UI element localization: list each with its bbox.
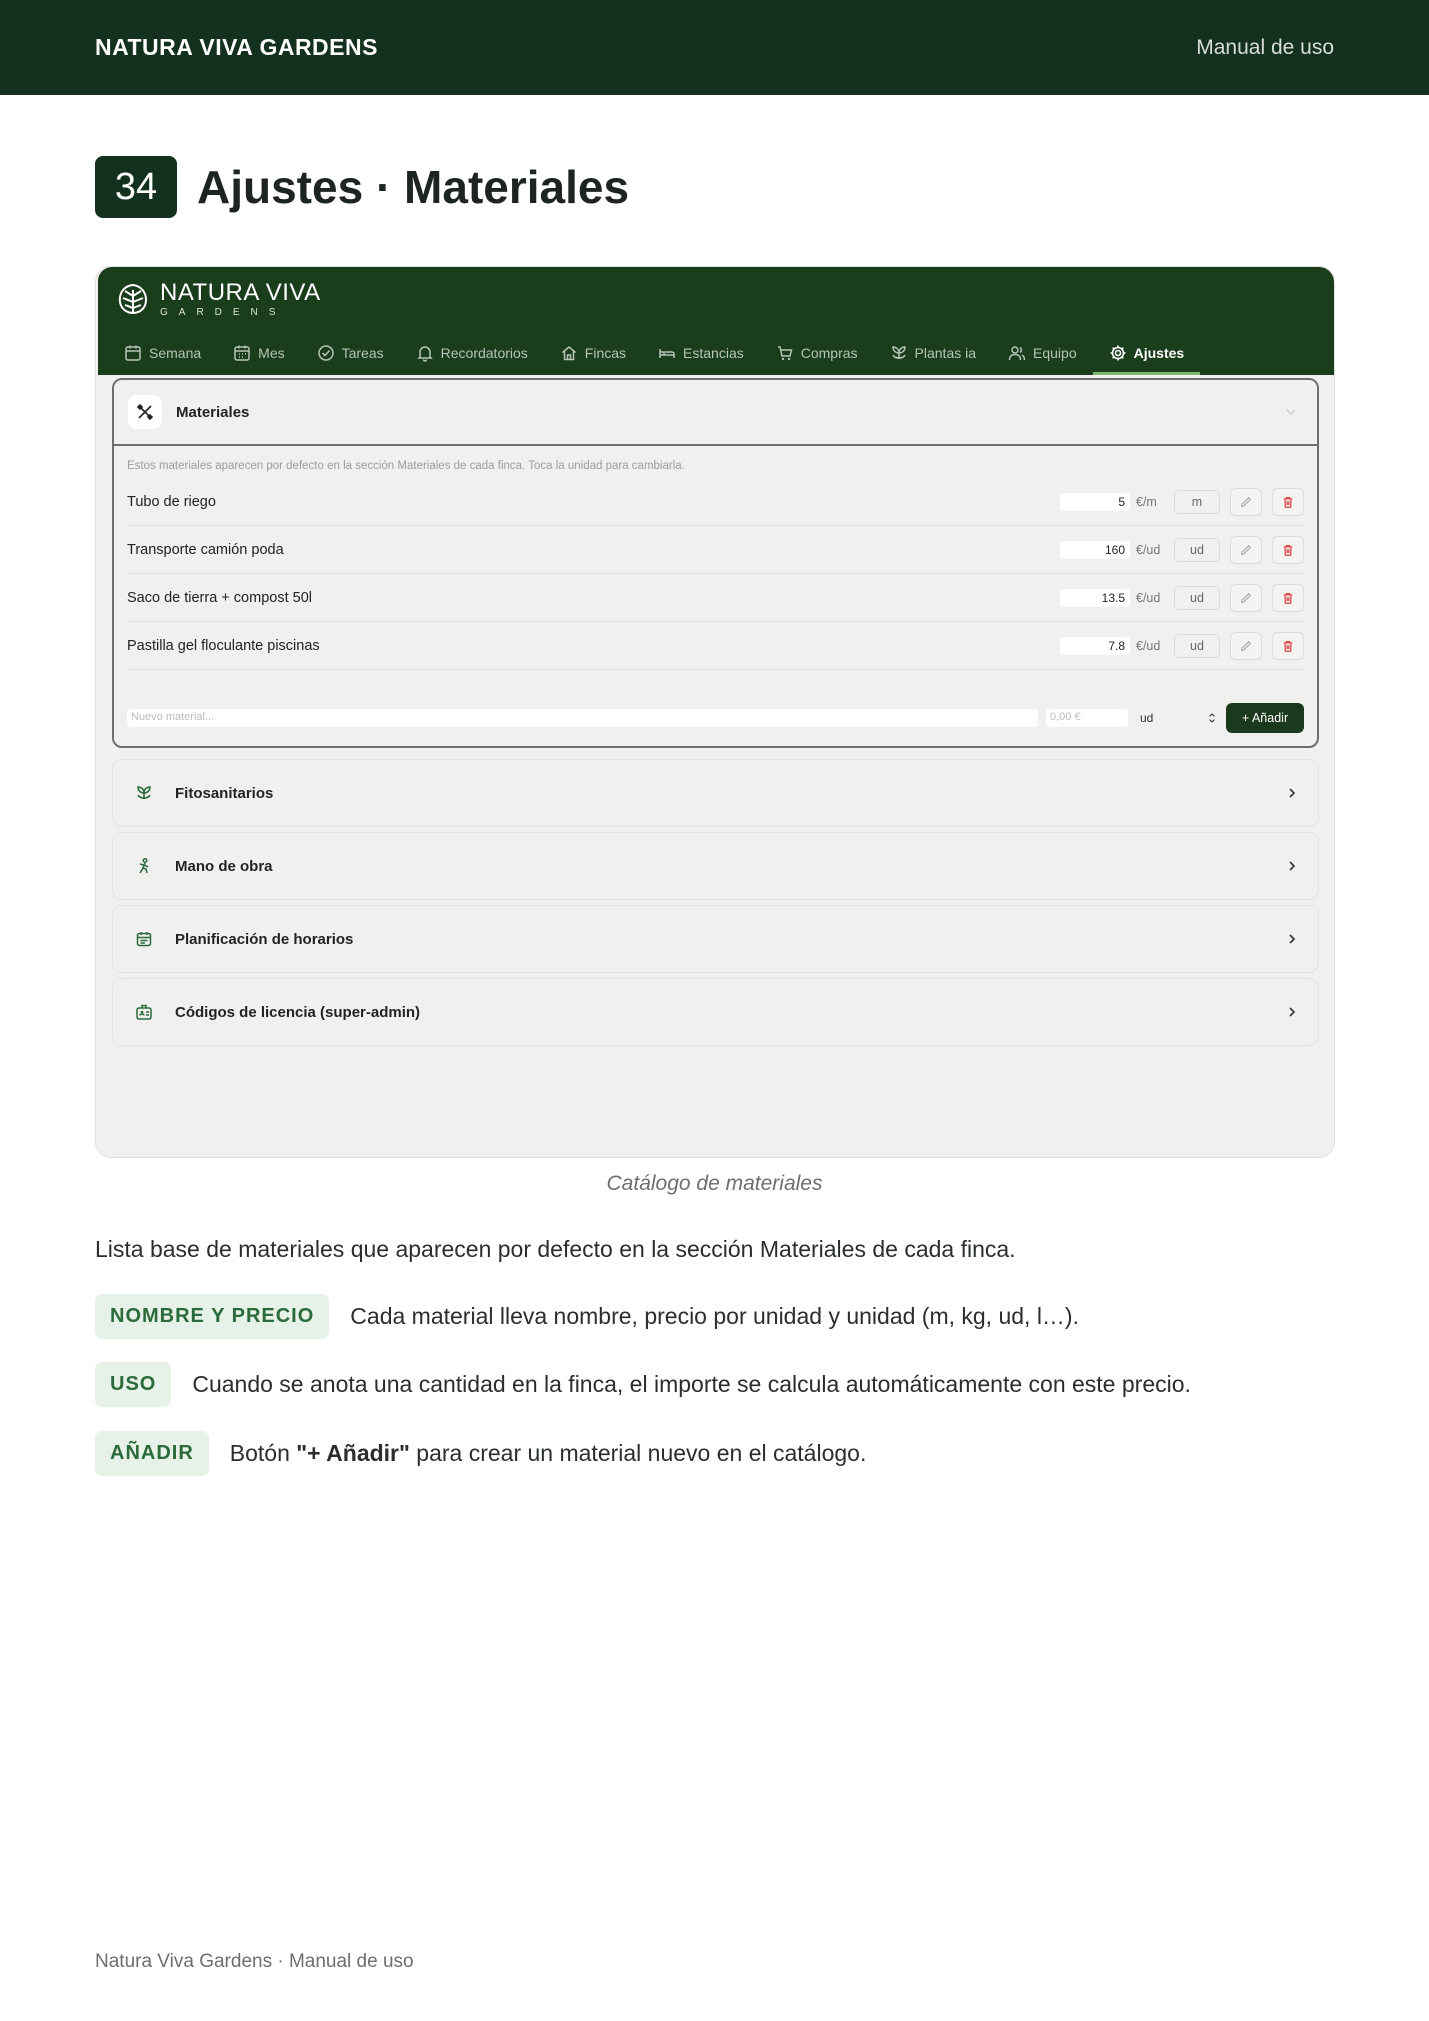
delete-button[interactable] [1272,632,1304,660]
add-material-row [127,703,1304,733]
feature-tag: AÑADIR [95,1431,209,1476]
materials-panel-header[interactable] [114,380,1317,446]
bed-icon [658,344,676,362]
sprout-icon [890,344,908,362]
chevron-up-icon[interactable] [1283,404,1299,420]
chevron-right-icon[interactable] [1284,858,1300,874]
material-name: Pastilla gel floculante piscinas [127,637,320,654]
feature-text: Botón "+ Añadir" para crear un material nuevo en el catálogo. [229,1440,867,1466]
new-material-unit-select[interactable]: ud [1136,708,1220,728]
section-number: 34 [95,156,177,218]
monstera-leaf-icon [116,282,150,316]
chevron-right-icon[interactable] [1284,931,1300,947]
edit-button[interactable] [1230,632,1262,660]
cart-icon [776,344,794,362]
material-price-unit: €/m [1136,494,1157,509]
nav-tab-compras[interactable]: Compras [760,331,874,375]
chevron-right-icon[interactable] [1284,785,1300,801]
delete-button[interactable] [1272,536,1304,564]
materials-panel [112,378,1319,748]
feature-text-bold: "+ Añadir" [296,1440,410,1466]
users-icon [1008,344,1026,362]
logo-title: NATURA VIVA [160,279,321,306]
material-row [127,478,1304,526]
feature-nombre-precio [95,1294,1079,1339]
panel-title: Planificación de horarios [175,930,354,948]
check-circle-icon [317,344,335,362]
trash-icon [1281,639,1295,653]
feature-tag: NOMBRE Y PRECIO [95,1294,329,1339]
material-price-input[interactable]: 5 [1060,493,1130,511]
app-nav [108,331,1200,375]
materials-hint: Estos materiales aparecen por defecto en la sección Materiales de cada finca. Toca la unidad para cambiarla. [127,460,685,472]
chevron-right-icon[interactable] [1284,1004,1300,1020]
intro-paragraph: Lista base de materiales que aparecen por defecto en la sección Materiales de cada finca. [95,1236,1016,1262]
trash-icon [1281,591,1295,605]
license-icon [135,1003,153,1021]
calendar-icon [124,344,142,362]
trash-icon [1281,495,1295,509]
material-price-input[interactable]: 7.8 [1060,637,1130,655]
delete-button[interactable] [1272,488,1304,516]
worker-icon [135,857,153,875]
trash-icon [1281,543,1295,557]
material-name: Tubo de riego [127,493,216,510]
feature-text: Cada material lleva nombre, precio por unidad y unidad (m, kg, ud, l…). [350,1303,1079,1329]
material-row [127,574,1304,622]
nav-tab-equipo[interactable]: Equipo [992,331,1093,375]
feature-uso [95,1362,1191,1407]
material-unit-button[interactable]: ud [1174,586,1220,610]
materials-panel-title: Materiales [176,403,250,421]
feature-tag: USO [95,1362,171,1407]
panel-codigos-licencia[interactable] [112,978,1319,1046]
material-name: Transporte camión poda [127,541,284,558]
nav-tab-mes[interactable]: Mes [217,331,300,375]
app-screenshot [95,266,1335,1158]
pencil-icon [1239,639,1253,653]
pencil-icon [1239,495,1253,509]
material-price-input[interactable]: 160 [1060,541,1130,559]
app-logo [116,279,321,318]
nav-tab-fincas[interactable]: Fincas [544,331,642,375]
nav-tab-ajustes[interactable]: Ajustes [1093,331,1201,375]
calendar-icon [135,930,153,948]
pencil-icon [1239,591,1253,605]
nav-tab-recordatorios[interactable]: Recordatorios [400,331,544,375]
sprout-icon [135,784,153,802]
manual-link[interactable]: Manual de uso [1196,35,1334,59]
nav-tab-estancias[interactable]: Estancias [642,331,760,375]
select-arrows-icon [1208,712,1216,724]
material-price-unit: €/ud [1136,638,1161,653]
page-footer: Natura Viva Gardens · Manual de uso [95,1951,414,1972]
material-unit-button[interactable]: ud [1174,538,1220,562]
logo-subtitle: GARDENS [160,307,287,318]
nav-tab-plantas-ia[interactable]: Plantas ia [874,331,992,375]
edit-button[interactable] [1230,488,1262,516]
panel-title: Fitosanitarios [175,784,274,802]
figure-caption: Catálogo de materiales [606,1172,823,1195]
nav-tab-tareas[interactable]: Tareas [301,331,400,375]
panel-mano-de-obra[interactable] [112,832,1319,900]
app-header [98,267,1334,375]
edit-button[interactable] [1230,536,1262,564]
panel-planificacion-horarios[interactable] [112,905,1319,973]
panel-title: Mano de obra [175,857,273,875]
calendar-grid-icon [233,344,251,362]
material-price-input[interactable]: 13.5 [1060,589,1130,607]
top-bar [0,0,1429,95]
material-price-unit: €/ud [1136,542,1161,557]
brand-name: NATURA VIVA GARDENS [95,34,378,60]
panel-fitosanitarios[interactable] [112,759,1319,827]
add-material-button[interactable]: + Añadir [1226,703,1304,733]
bell-icon [416,344,434,362]
material-unit-button[interactable]: m [1174,490,1220,514]
material-name: Saco de tierra + compost 50l [127,589,312,606]
pencil-icon [1239,543,1253,557]
tools-icon [136,403,154,421]
home-icon [560,344,578,362]
feature-anadir [95,1431,866,1476]
material-unit-button[interactable]: ud [1174,634,1220,658]
page-title: Ajustes · Materiales [197,161,630,213]
material-row [127,622,1304,670]
delete-button[interactable] [1272,584,1304,612]
nav-tab-semana[interactable]: Semana [108,331,217,375]
material-price-unit: €/ud [1136,590,1161,605]
material-row [127,526,1304,574]
new-material-price-input[interactable]: 0,00 € [1046,709,1128,727]
feature-text: Cuando se anota una cantidad en la finca, el importe se calcula automáticamente con este precio. [192,1371,1191,1397]
panel-title: Códigos de licencia (super-admin) [175,1003,421,1021]
new-material-name-input[interactable]: Nuevo material... [127,709,1038,727]
edit-button[interactable] [1230,584,1262,612]
gear-icon [1109,344,1127,362]
section-heading [95,156,629,218]
